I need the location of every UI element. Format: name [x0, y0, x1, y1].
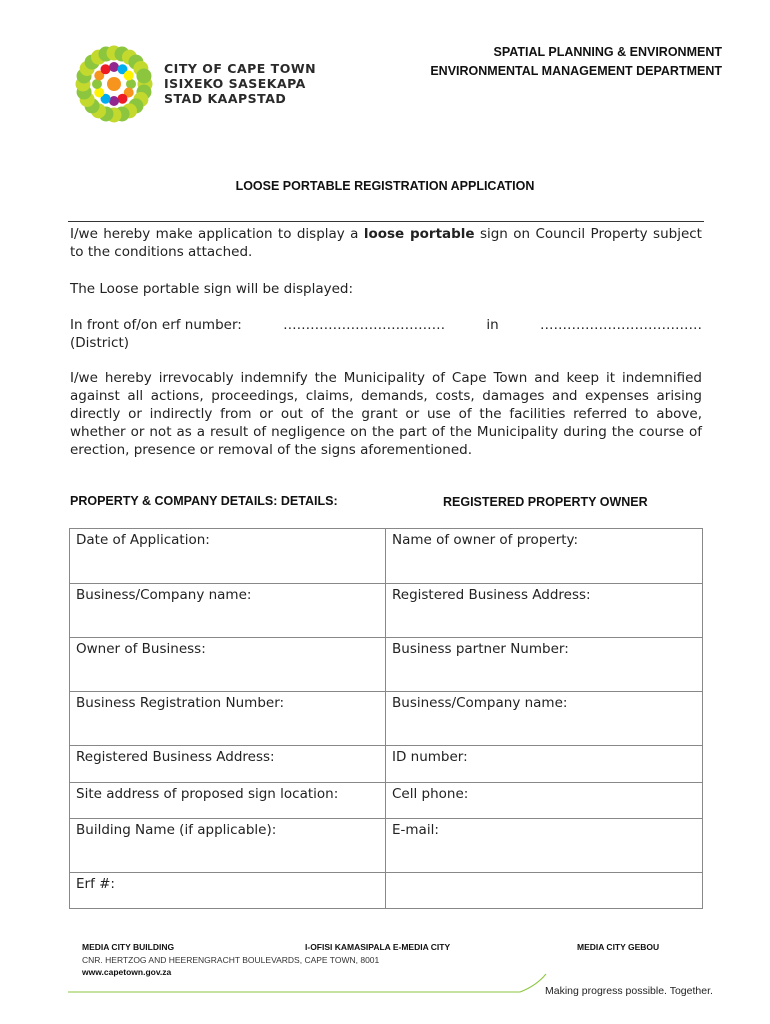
field-business-registration-number[interactable]: Business Registration Number:	[70, 692, 386, 746]
city-emblem-icon	[74, 44, 154, 124]
intro-after: sign on Council Property subject to the conditions attached.	[70, 226, 702, 260]
indemnity-paragraph: I/we hereby irrevocably indemnify the Municipality of Cape Town and keep it indemnified against all actions, proceedings, claims, demands, costs, damages and expenses arising directly or indirectly from or out of the grant or use of the facilities referred to above, whether or not as a result of negligence on the part of the Municipality during the course of erection, presence or removal of the signs aforementioned.	[70, 370, 702, 458]
field-cell-phone[interactable]: Cell phone:	[386, 783, 703, 819]
footer-building-xh: I-OFISI KAMASIPALA E-MEDIA CITY	[305, 942, 451, 952]
department-line-2: ENVIRONMENTAL MANAGEMENT DEPARTMENT	[430, 64, 722, 78]
table-row	[70, 873, 703, 909]
table-row	[70, 746, 703, 783]
erf-prefix: In front of/on erf number:	[70, 317, 242, 333]
field-registered-business-address-owner[interactable]: Registered Business Address:	[386, 584, 703, 638]
field-id-number[interactable]: ID number:	[386, 746, 703, 783]
department-heading	[430, 43, 722, 81]
field-erf-number[interactable]: Erf #:	[70, 873, 386, 909]
intro-paragraph	[70, 225, 702, 261]
table-row	[70, 783, 703, 819]
city-name-af: STAD KAAPSTAD	[164, 91, 287, 106]
footer-building-af: MEDIA CITY GEBOU	[577, 942, 660, 952]
title-divider	[68, 221, 704, 222]
table-row	[70, 638, 703, 692]
erf-number-blank: ………………………………	[283, 317, 446, 333]
footer-swoosh-line	[68, 972, 548, 996]
city-name-xh: ISIXEKO SASEKAPA	[164, 76, 306, 91]
details-table	[69, 528, 703, 909]
section-heading-property: PROPERTY & COMPANY DETAILS: DETAILS:	[70, 494, 338, 508]
field-empty[interactable]	[386, 873, 703, 909]
field-building-name[interactable]: Building Name (if applicable):	[70, 819, 386, 873]
field-registered-business-address[interactable]: Registered Business Address:	[70, 746, 386, 783]
displayed-statement: The Loose portable sign will be displayed:	[70, 281, 354, 297]
table-row	[70, 819, 703, 873]
field-email[interactable]: E-mail:	[386, 819, 703, 873]
district-label: (District)	[70, 335, 130, 351]
field-date-of-application[interactable]: Date of Application:	[70, 529, 386, 584]
footer-building-en: MEDIA CITY BUILDING	[82, 942, 175, 952]
field-site-address[interactable]: Site address of proposed sign location:	[70, 783, 386, 819]
table-row	[70, 692, 703, 746]
intro-before: I/we hereby make application to display a	[70, 226, 364, 242]
field-business-partner-number[interactable]: Business partner Number:	[386, 638, 703, 692]
document-title: LOOSE PORTABLE REGISTRATION APPLICATION	[235, 179, 535, 193]
field-owner-name[interactable]: Name of owner of property:	[386, 529, 703, 584]
city-name-en: CITY OF CAPE TOWN	[164, 61, 317, 76]
section-heading-owner: REGISTERED PROPERTY OWNER	[443, 495, 648, 509]
table-row	[70, 529, 703, 584]
footer-address: CNR. HERTZOG AND HEERENGRACHT BOULEVARDS, CAPE TOWN, 8001	[82, 955, 380, 965]
field-business-company-name-owner[interactable]: Business/Company name:	[386, 692, 703, 746]
intro-bold: loose portable	[363, 226, 475, 242]
city-name-block	[164, 61, 316, 106]
field-business-company-name[interactable]: Business/Company name:	[70, 584, 386, 638]
footer-website-link[interactable]: www.capetown.gov.za	[82, 967, 172, 977]
district-blank: ………………………………	[539, 317, 702, 333]
field-owner-of-business[interactable]: Owner of Business:	[70, 638, 386, 692]
department-line-1: SPATIAL PLANNING & ENVIRONMENT	[493, 45, 722, 59]
erf-location-line	[70, 316, 702, 352]
footer-tagline: Making progress possible. Together.	[545, 985, 713, 997]
city-logo	[74, 44, 154, 124]
table-row	[70, 584, 703, 638]
erf-in-word: in	[486, 317, 499, 333]
